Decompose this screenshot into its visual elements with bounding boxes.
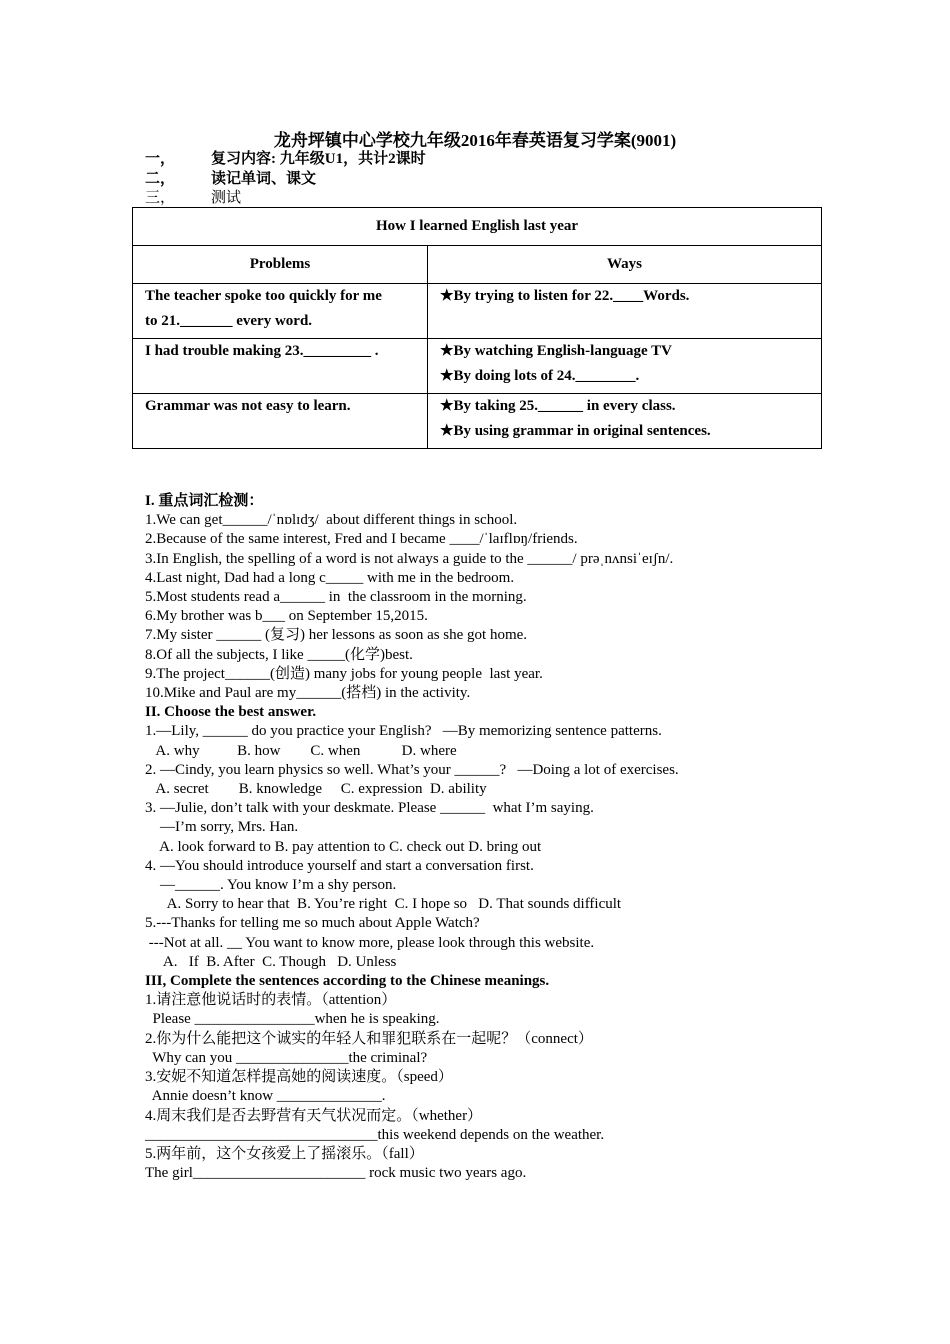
table-row <box>133 394 822 449</box>
exercise-line: 5.Most students read a______ in the classroom in the morning. <box>145 589 527 606</box>
section-heading-choice: II. Choose the best answer. <box>145 704 317 721</box>
outline-text: 读记单词、课文 <box>211 171 317 187</box>
cell-line: to 21._______ every word. <box>145 313 313 329</box>
exercise-line: 8.Of all the subjects, I like _____(化学)best. <box>145 646 413 663</box>
exercise-line: 2.你为什么能把这个诚实的年轻人和罪犯联系在一起呢？（connect） <box>145 1030 593 1047</box>
table-caption: How I learned English last year <box>133 208 822 246</box>
cell-line: ★By doing lots of 24.________. <box>440 368 640 384</box>
exercise-line: 5.---Thanks for telling me so much about Apple Watch? <box>145 915 480 932</box>
cell-line: ★By using grammar in original sentences. <box>440 423 711 439</box>
exercise-line: 2.Because of the same interest, Fred and I became ____/ˈlaɪflɒŋ/friends. <box>145 531 578 548</box>
cell-line: ★By taking 25.______ in every class. <box>440 398 676 414</box>
ways-cell <box>428 284 822 339</box>
outline-item-1 <box>145 150 426 169</box>
exercise-line: ---Not at all. __ You want to know more, please look through this website. <box>145 934 595 951</box>
outline-number: 一， <box>145 151 176 167</box>
exercise-line: A. If B. After C. Though D. Unless <box>145 953 397 970</box>
exercise-line: Annie doesn’t know ______________. <box>145 1088 386 1105</box>
table-row <box>133 284 822 339</box>
ways-cell <box>428 394 822 449</box>
exercise-line: A. why B. how C. when D. where <box>145 742 457 759</box>
column-header-ways: Ways <box>428 246 822 284</box>
exercise-line: 3. —Julie, don’t talk with your deskmate. Please ______ what I’m saying. <box>145 800 594 817</box>
cell-line: The teacher spoke too quickly for me <box>145 288 382 304</box>
section-heading-complete: III, Complete the sentences according to the Chinese meanings. <box>145 973 550 990</box>
cell-line: Grammar was not easy to learn. <box>145 398 351 414</box>
exercise-line: —______. You know I’m a shy person. <box>145 877 397 894</box>
exercise-line: Why can you _______________the criminal? <box>145 1049 428 1066</box>
exercise-line: 3.In English, the spelling of a word is not always a guide to the ______/ prəˌnʌnsiˈeɪʃn/. <box>145 550 674 567</box>
outline-text: 测试 <box>211 190 242 206</box>
table-row <box>133 339 822 394</box>
review-table <box>132 207 822 449</box>
outline-text: 复习内容: 九年级U1，共计2课时 <box>211 151 426 167</box>
exercise-line: 1.请注意他说话时的表情。（attention） <box>145 992 397 1009</box>
outline-number: 三， <box>145 190 176 206</box>
exercise-line: Please ________________when he is speaking. <box>145 1011 440 1028</box>
exercise-line: 4.周末我们是否去野营有天气状况而定。（whether） <box>145 1107 483 1124</box>
cell-line: I had trouble making 23._________ . <box>145 343 379 359</box>
exercise-line: 4.Last night, Dad had a long c_____ with me in the bedroom. <box>145 569 515 586</box>
problem-cell <box>133 394 428 449</box>
column-header-problems: Problems <box>133 246 428 284</box>
exercise-line: A. secret B. knowledge C. expression D. ability <box>145 781 487 798</box>
cell-line: ★By trying to listen for 22.____Words. <box>440 288 690 304</box>
outline-item-2 <box>145 170 316 189</box>
exercise-line: —I’m sorry, Mrs. Han. <box>145 819 299 836</box>
cell-line: ★By watching English-language TV <box>440 343 672 359</box>
exercise-line: 10.Mike and Paul are my______(搭档) in the activity. <box>145 685 471 702</box>
exercise-line: 6.My brother was b___ on September 15,2015. <box>145 608 428 625</box>
exercise-line: The girl_______________________ rock music two years ago. <box>145 1165 527 1182</box>
exercise-line: 9.The project______(创造) many jobs for young people last year. <box>145 665 543 682</box>
problem-cell <box>133 339 428 394</box>
exercise-body <box>145 492 865 1183</box>
ways-cell <box>428 339 822 394</box>
exercise-line: 2. —Cindy, you learn physics so well. What’s your ______? —Doing a lot of exercises. <box>145 761 679 778</box>
exercise-line: A. Sorry to hear that B. You’re right C. I hope so D. That sounds difficult <box>145 896 622 913</box>
exercise-line: 3.安妮不知道怎样提高她的阅读速度。（speed） <box>145 1069 453 1086</box>
exercise-line: 1.—Lily, ______ do you practice your English? —By memorizing sentence patterns. <box>145 723 662 740</box>
exercise-line: 5.两年前，这个女孩爱上了摇滚乐。（fall） <box>145 1145 424 1162</box>
exercise-line: 4. —You should introduce yourself and start a conversation first. <box>145 857 534 874</box>
section-heading-vocabulary: I. 重点词汇检测： <box>145 493 264 509</box>
outline-item-3 <box>145 189 241 208</box>
exercise-line: A. look forward to B. pay attention to C. check out D. bring out <box>145 838 542 855</box>
exercise-line: _______________________________this weekend depends on the weather. <box>145 1126 605 1143</box>
exercise-line: 7.My sister ______ (复习) her lessons as soon as she got home. <box>145 627 528 644</box>
page-title: 龙舟坪镇中心学校九年级2016年春英语复习学案(9001) <box>273 131 677 150</box>
problem-cell <box>133 284 428 339</box>
outline-number: 二， <box>145 171 176 187</box>
exercise-line: 1.We can get______/ˈnɒlɪdʒ/ about different things in school. <box>145 512 518 529</box>
